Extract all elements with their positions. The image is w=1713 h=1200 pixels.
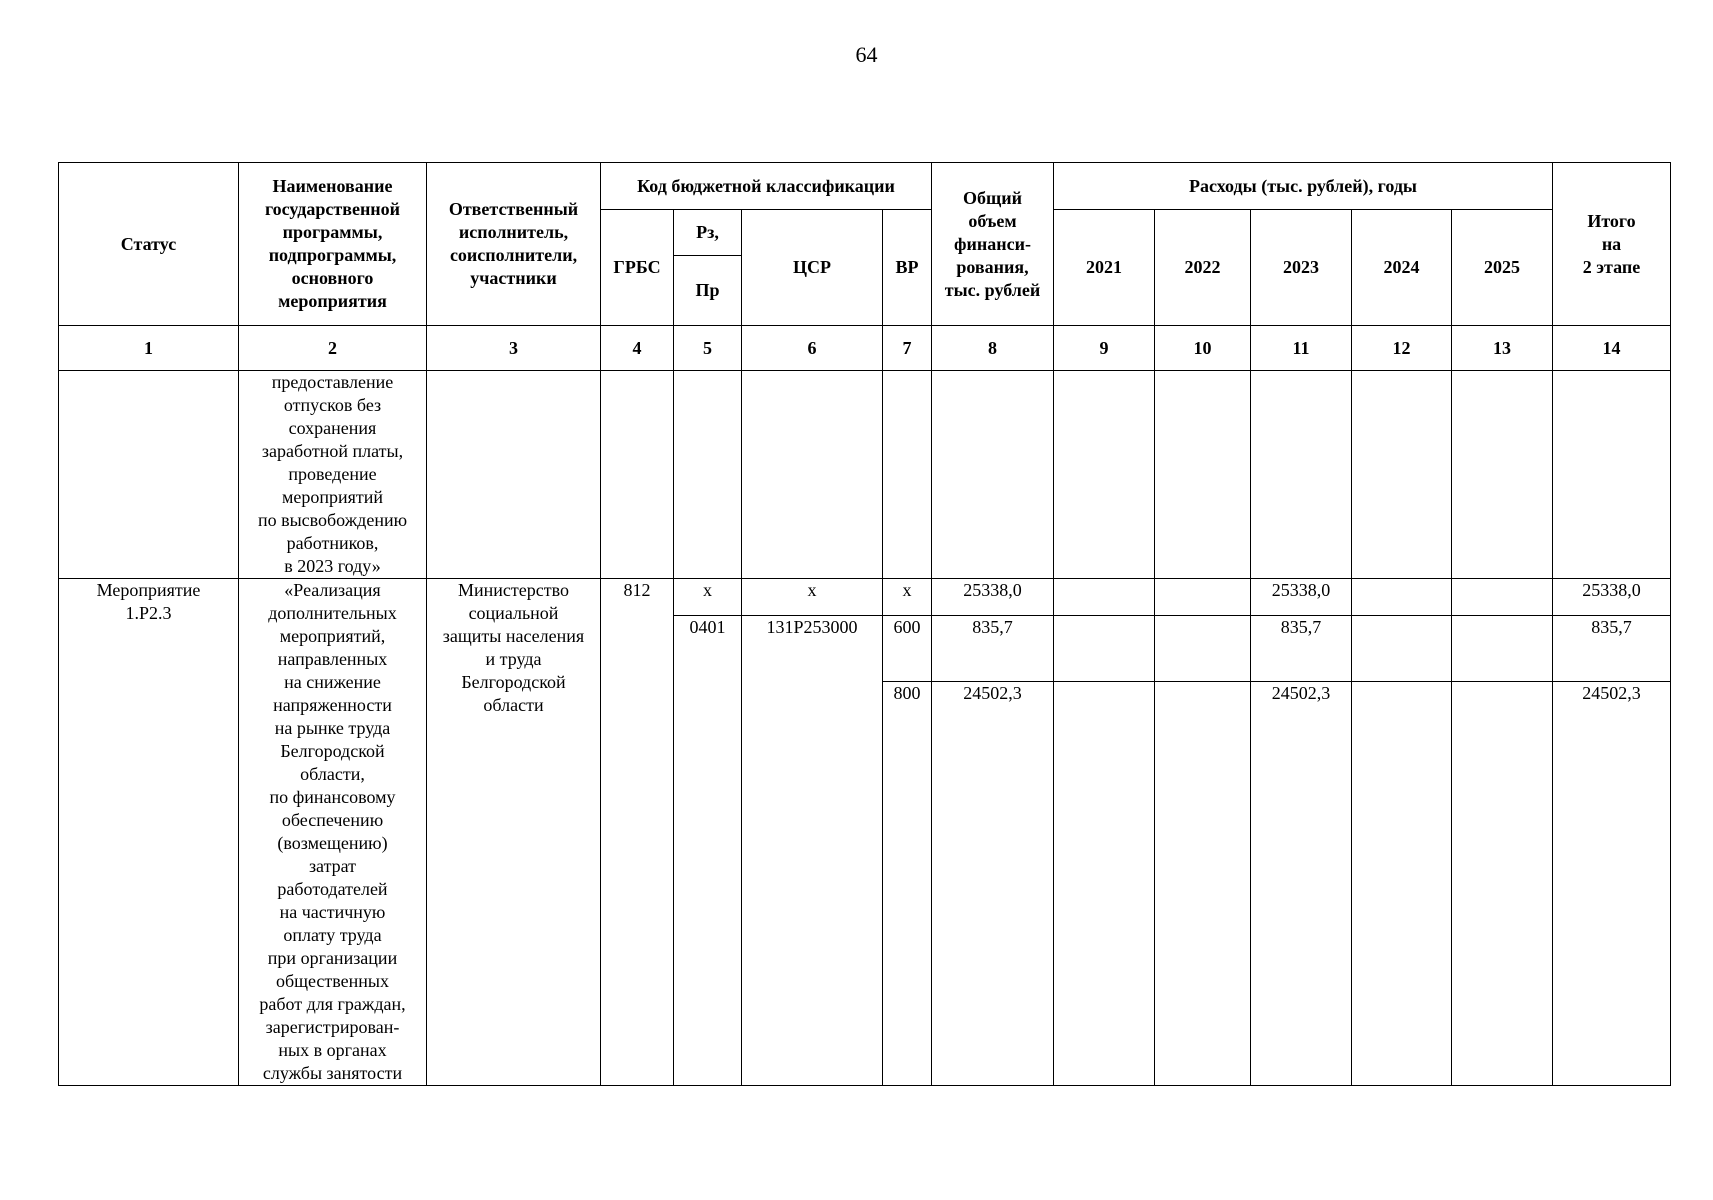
cell-2022 — [1155, 371, 1251, 579]
cell-status — [59, 371, 239, 579]
column-number: 10 — [1155, 326, 1251, 371]
cell-itogo: 24502,3 — [1553, 682, 1671, 1086]
header-expenses: Расходы (тыс. рублей), годы — [1054, 163, 1553, 210]
cell-total: 24502,3 — [932, 682, 1054, 1086]
column-number: 14 — [1553, 326, 1671, 371]
cell-rzpr: 0401 — [674, 616, 742, 1086]
cell-2022 — [1155, 682, 1251, 1086]
header-status: Статус — [59, 163, 239, 326]
cell-status: Мероприятие 1.Р2.3 — [59, 579, 239, 1086]
column-number: 13 — [1452, 326, 1553, 371]
cell-2023 — [1251, 371, 1352, 579]
column-number: 5 — [674, 326, 742, 371]
cell-2021 — [1054, 616, 1155, 682]
column-number: 6 — [742, 326, 883, 371]
cell-2021 — [1054, 371, 1155, 579]
cell-csr: 131P253000 — [742, 616, 883, 1086]
header-csr: ЦСР — [742, 210, 883, 326]
column-number: 1 — [59, 326, 239, 371]
cell-grbs: 812 — [601, 579, 674, 1086]
cell-2022 — [1155, 616, 1251, 682]
cell-csr — [742, 371, 883, 579]
cell-vr: х — [883, 579, 932, 616]
header-year-2023: 2023 — [1251, 210, 1352, 326]
table-row — [59, 579, 1671, 616]
cell-total: 835,7 — [932, 616, 1054, 682]
column-number: 4 — [601, 326, 674, 371]
table-row — [59, 371, 1671, 579]
cell-2022 — [1155, 579, 1251, 616]
cell-2024 — [1352, 371, 1452, 579]
header-rz: Рз, — [674, 210, 742, 256]
header-vr: ВР — [883, 210, 932, 326]
cell-2021 — [1054, 579, 1155, 616]
cell-2025 — [1452, 579, 1553, 616]
header-year-2022: 2022 — [1155, 210, 1251, 326]
header-name: Наименование государственной программы, подпрограммы, основного мероприятия — [239, 163, 427, 326]
cell-2023: 25338,0 — [1251, 579, 1352, 616]
cell-itogo — [1553, 371, 1671, 579]
column-number: 9 — [1054, 326, 1155, 371]
column-number: 7 — [883, 326, 932, 371]
cell-2025 — [1452, 682, 1553, 1086]
cell-2023: 24502,3 — [1251, 682, 1352, 1086]
header-grbs: ГРБС — [601, 210, 674, 326]
header-executor: Ответственный исполнитель, соисполнители, участники — [427, 163, 601, 326]
cell-total — [932, 371, 1054, 579]
cell-2023: 835,7 — [1251, 616, 1352, 682]
cell-itogo: 25338,0 — [1553, 579, 1671, 616]
cell-2021 — [1054, 682, 1155, 1086]
cell-2025 — [1452, 616, 1553, 682]
header-total-volume: Общий объем финанси- рования, тыс. рублей — [932, 163, 1054, 326]
cell-vr — [883, 371, 932, 579]
cell-rzpr — [674, 371, 742, 579]
cell-grbs — [601, 371, 674, 579]
cell-vr: 600 — [883, 616, 932, 682]
budget-table — [58, 162, 1671, 1086]
cell-2024 — [1352, 616, 1452, 682]
header-year-2021: 2021 — [1054, 210, 1155, 326]
cell-csr: х — [742, 579, 883, 616]
column-number: 11 — [1251, 326, 1352, 371]
header-year-2025: 2025 — [1452, 210, 1553, 326]
cell-2024 — [1352, 682, 1452, 1086]
cell-executor — [427, 371, 601, 579]
cell-total: 25338,0 — [932, 579, 1054, 616]
column-number: 2 — [239, 326, 427, 371]
cell-executor: Министерство социальной защиты населения и труда Белгородской области — [427, 579, 601, 1086]
header-itogo: Итого на 2 этапе — [1553, 163, 1671, 326]
page-number: 64 — [855, 42, 878, 67]
cell-vr: 800 — [883, 682, 932, 1086]
cell-itogo: 835,7 — [1553, 616, 1671, 682]
cell-name: «Реализация дополнительных мероприятий, направленных на снижение напряженности на рынке труда Белгородской области, по финансовому обеспечению (возмещению) затрат работодателей на частичную оплату труда при организации общественных работ для граждан, зарегистрирован- ных в органах службы занятости — [239, 579, 427, 1086]
cell-rzpr: х — [674, 579, 742, 616]
column-number: 3 — [427, 326, 601, 371]
cell-name-continuation: предоставление отпусков без сохранения заработной платы, проведение мероприятий по высвобождению работников, в 2023 году» — [239, 371, 427, 579]
cell-2025 — [1452, 371, 1553, 579]
column-number: 8 — [932, 326, 1054, 371]
header-pr: Пр — [674, 256, 742, 326]
column-number: 12 — [1352, 326, 1452, 371]
header-year-2024: 2024 — [1352, 210, 1452, 326]
cell-2024 — [1352, 579, 1452, 616]
header-budget-classification: Код бюджетной классификации — [601, 163, 932, 210]
